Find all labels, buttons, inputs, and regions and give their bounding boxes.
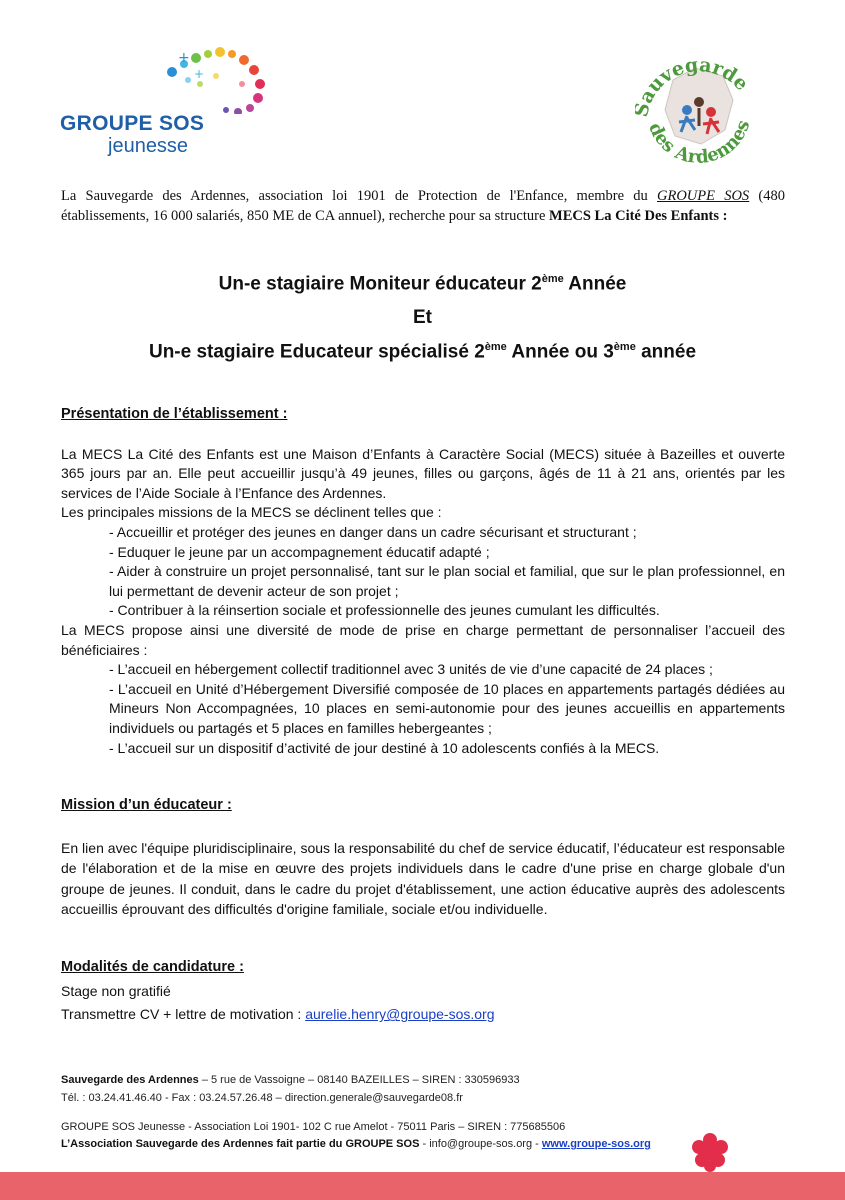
groupe-sos-jeunesse-logo [60, 44, 290, 164]
groupe-sos-title: GROUPE SOS [60, 112, 205, 135]
footer-membership: L’Association Sauvegarde des Ardennes fait partie du GROUPE SOS [61, 1138, 420, 1150]
footer-org-name: Sauvegarde des Ardennes [61, 1074, 199, 1086]
mission-item: - Accueillir et protéger des jeunes en danger dans un cadre sécurisant et structurant ; [109, 523, 637, 540]
modalites-section [61, 958, 785, 1025]
modalites-line-2-text: Transmettre CV + lettre de motivation : [61, 1006, 306, 1023]
title-line-3 [0, 341, 845, 363]
contact-email-link[interactable]: aurelie.henry@groupe-sos.org [305, 1006, 495, 1023]
groupe-sos-flower-icon [688, 1130, 732, 1174]
presentation-heading: Présentation de l’établissement : [61, 406, 288, 422]
sauvegarde-ardennes-logo [635, 40, 760, 180]
intro-before: La Sauvegarde des Ardennes, association loi 1901 de Protection de l'Enfance, membre du [61, 188, 657, 204]
sauvegarde-bottom-text: des Ardennes [644, 117, 755, 169]
mission-paragraph: En lien avec l'équipe pluridisciplinaire, sous la responsabilité du chef de service éducatif, l’éducateur est responsable de l'élaboration et de la mise en œuvre des projets individuels dans le cadre d'une prise en charge globale d'un groupe de jeunes. Il conduit, dans le cadre du projet d'établissement, une action éducative auprès des adolescents accueillis éprouvant des difficultés d'origine familiale, sociale et/ou individuelle. [61, 839, 785, 918]
mission-item: - Contribuer à la réinsertion sociale et professionnelle des jeunes cumulant les difficultés. [109, 602, 660, 619]
footer-color-bar [0, 1172, 845, 1200]
mode-item: - L’accueil en hébergement collectif traditionnel avec 3 unités de vie d’une capacité de 24 places ; [109, 661, 713, 678]
presentation-para-1: La MECS La Cité des Enfants est une Maison d’Enfants à Caractère Social (MECS) située à Bazeilles et ouverte 365 jours par an. Elle peut accueillir jusqu’à 49 jeunes, filles ou garçons, âgés de 11 à 21 ans, orientés par les services de l’Aide Sociale à l’Enfance des Ardennes. [61, 445, 785, 501]
groupe-sos-subtitle: jeunesse [108, 135, 189, 157]
footer-website-link[interactable]: www.groupe-sos.org [541, 1138, 651, 1150]
title-line-1 [0, 273, 845, 295]
mission-item: - Eduquer le jeune par un accompagnement éducatif adapté ; [109, 543, 490, 560]
modalites-line-2 [61, 1005, 785, 1025]
svg-text:+: + [178, 50, 190, 66]
title-line-2: Et [413, 307, 432, 328]
title3-part-b: Année ou 3 [506, 341, 614, 363]
mode-item: - L’accueil sur un dispositif d’activité de jour destiné à 10 adolescents confiés à la MECS. [109, 739, 660, 756]
intro-middle: (480 établissements, 16 000 salariés, 850 ME de CA annuel), recherche pour sa structure [61, 188, 785, 224]
intro-paragraph [61, 186, 785, 226]
footer-line-2: Tél. : 03.24.41.46.40 - Fax : 03.24.57.26.48 – direction.generale@sauvegarde08.fr [61, 1092, 463, 1104]
mission-heading: Mission d’un éducateur : [61, 797, 232, 813]
modalites-heading: Modalités de candidature : [61, 959, 244, 975]
mission-item: - Aider à construire un projet personnalisé, tant sur le plan social et familial, que sur le plan professionnel, en lui permettant de devenir acteur de son projet ; [109, 563, 785, 599]
mode-item: - L’accueil en Unité d’Hébergement Diversifié composée de 10 places en appartements partagés dédiées au Mineurs Non Accompagnées, 10 places en semi-autonomie pour des jeunes accueillis en appartements individuels ou partagés et 5 places en familles hebergeantes ; [109, 680, 785, 736]
title3-sup-1: ème [484, 341, 507, 353]
footer-line-3: GROUPE SOS Jeunesse - Association Loi 1901- 102 C rue Amelot - 75011 Paris – SIREN : 775685506 [61, 1121, 566, 1133]
mission-section [61, 796, 785, 920]
title3-part-c: année [635, 341, 697, 363]
presentation-section [61, 405, 785, 758]
sauvegarde-emblem-icon [635, 40, 760, 180]
intro-structure: MECS La Cité Des Enfants : [549, 208, 728, 224]
footer-email: - info@groupe-sos.org - [419, 1138, 542, 1150]
footer-line-1 [61, 1074, 520, 1086]
title3-part-a: Un-e stagiaire Educateur spécialisé 2 [148, 341, 485, 363]
sauvegarde-top-text: auvegarde [635, 54, 753, 107]
intro-groupe-sos: GROUPE SOS [657, 188, 750, 204]
groupe-sos-swirl-icon [60, 44, 290, 114]
title3-sup-2: ème [613, 341, 636, 353]
footer-address: – 5 rue de Vassoigne – 08140 BAZEILLES – SIREN : 330596933 [198, 1074, 520, 1086]
title1-sup: ème [541, 273, 564, 285]
modalites-line-1: Stage non gratifié [61, 982, 171, 999]
presentation-para-2: Les principales missions de la MECS se déclinent telles que : [61, 504, 442, 521]
title1-part-a: Un-e stagiaire Moniteur éducateur 2 [218, 273, 542, 295]
presentation-para-3: La MECS propose ainsi une diversité de mode de prise en charge permettant de personnaliser l’accueil des bénéficiaires : [61, 621, 785, 658]
footer-line-4 [61, 1138, 651, 1150]
title1-part-b: Année [563, 273, 627, 295]
svg-text:+: + [194, 67, 205, 81]
